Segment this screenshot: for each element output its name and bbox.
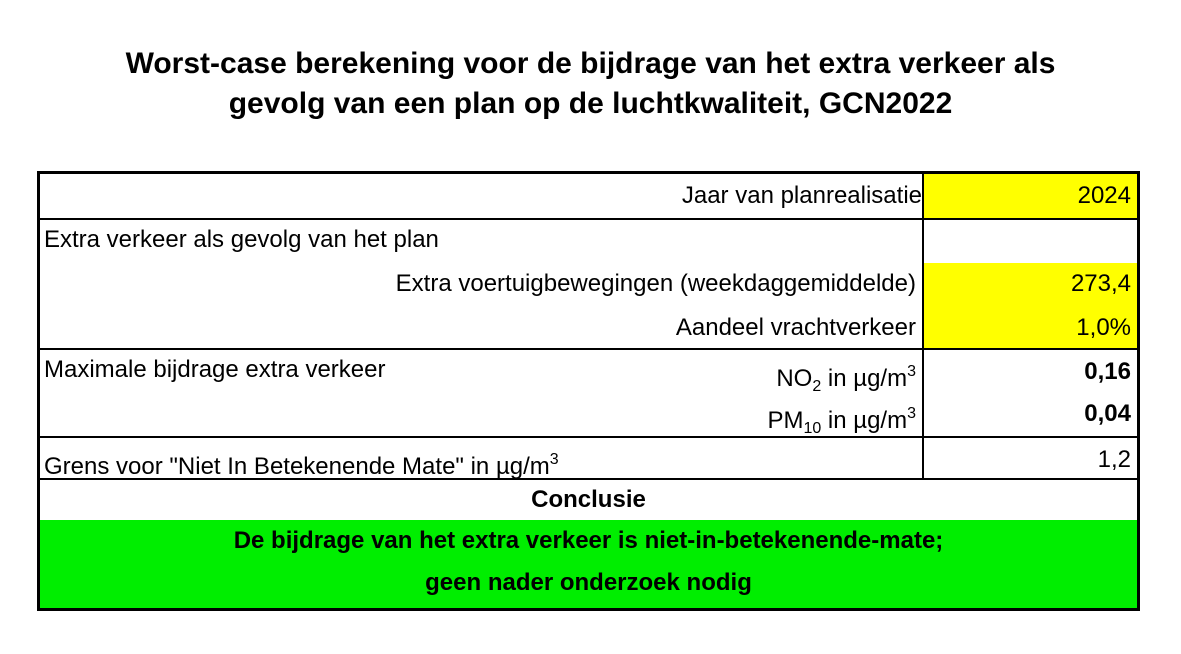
max-contribution-value-cell	[924, 350, 1137, 436]
plan-year-value: 2024	[1077, 182, 1131, 209]
max-contribution-label-cell	[40, 350, 924, 436]
title-line-1: Worst-case berekening voor de bijdrage van het extra verkeer als	[125, 47, 1056, 80]
vehicle-movements-value[interactable]: 273,4	[1070, 270, 1131, 297]
nibm-label-cell	[40, 438, 924, 478]
plan-year-label-cell	[40, 174, 924, 218]
conclusion-line-2: geen nader onderzoek nodig	[425, 569, 752, 596]
nibm-value-cell	[924, 438, 1137, 478]
extra-traffic-value-cell	[924, 220, 1137, 348]
pm10-label: $PM_{10}$ in $\mu g/m^3$	[767, 405, 916, 437]
page-title	[0, 44, 1181, 124]
calculation-table	[37, 171, 1140, 611]
block-max-contribution	[40, 350, 1137, 436]
truck-share-label: Aandeel vrachtverkeer	[675, 314, 916, 341]
vehicle-movements-label: Extra voertuigbewegingen (weekdaggemiddelde)	[395, 270, 916, 297]
truck-share-value[interactable]: 1,0%	[1076, 314, 1131, 341]
max-contribution-label: Maximale bijdrage extra verkeer	[44, 356, 386, 383]
conclusion-line-1: De bijdrage van het extra verkeer is niet-in-betekenende-mate;	[233, 527, 944, 554]
row-nibm-limit	[40, 438, 1137, 478]
conclusion-header: Conclusie	[531, 486, 646, 513]
conclusion-box	[40, 520, 1137, 608]
title-line-2: gevolg van een plan op de luchtkwaliteit, GCN2022	[228, 87, 953, 120]
nibm-value: 1,2	[1097, 446, 1131, 473]
nibm-label: Grens voor "Niet In Betekenende Mate" in $\mu g/m^3$	[44, 451, 559, 480]
row-plan-year	[40, 174, 1137, 218]
extra-traffic-header: Extra verkeer als gevolg van het plan	[44, 226, 439, 253]
extra-traffic-label-cell	[40, 220, 924, 348]
block-extra-traffic	[40, 220, 1137, 348]
no2-value: 0,16	[1084, 358, 1131, 385]
plan-year-value-cell[interactable]	[924, 174, 1137, 218]
pm10-value: 0,04	[1084, 400, 1131, 427]
plan-year-label: Jaar van planrealisatie	[681, 182, 922, 209]
no2-label: $NO_2$ in $\mu g/m^3$	[776, 363, 916, 395]
